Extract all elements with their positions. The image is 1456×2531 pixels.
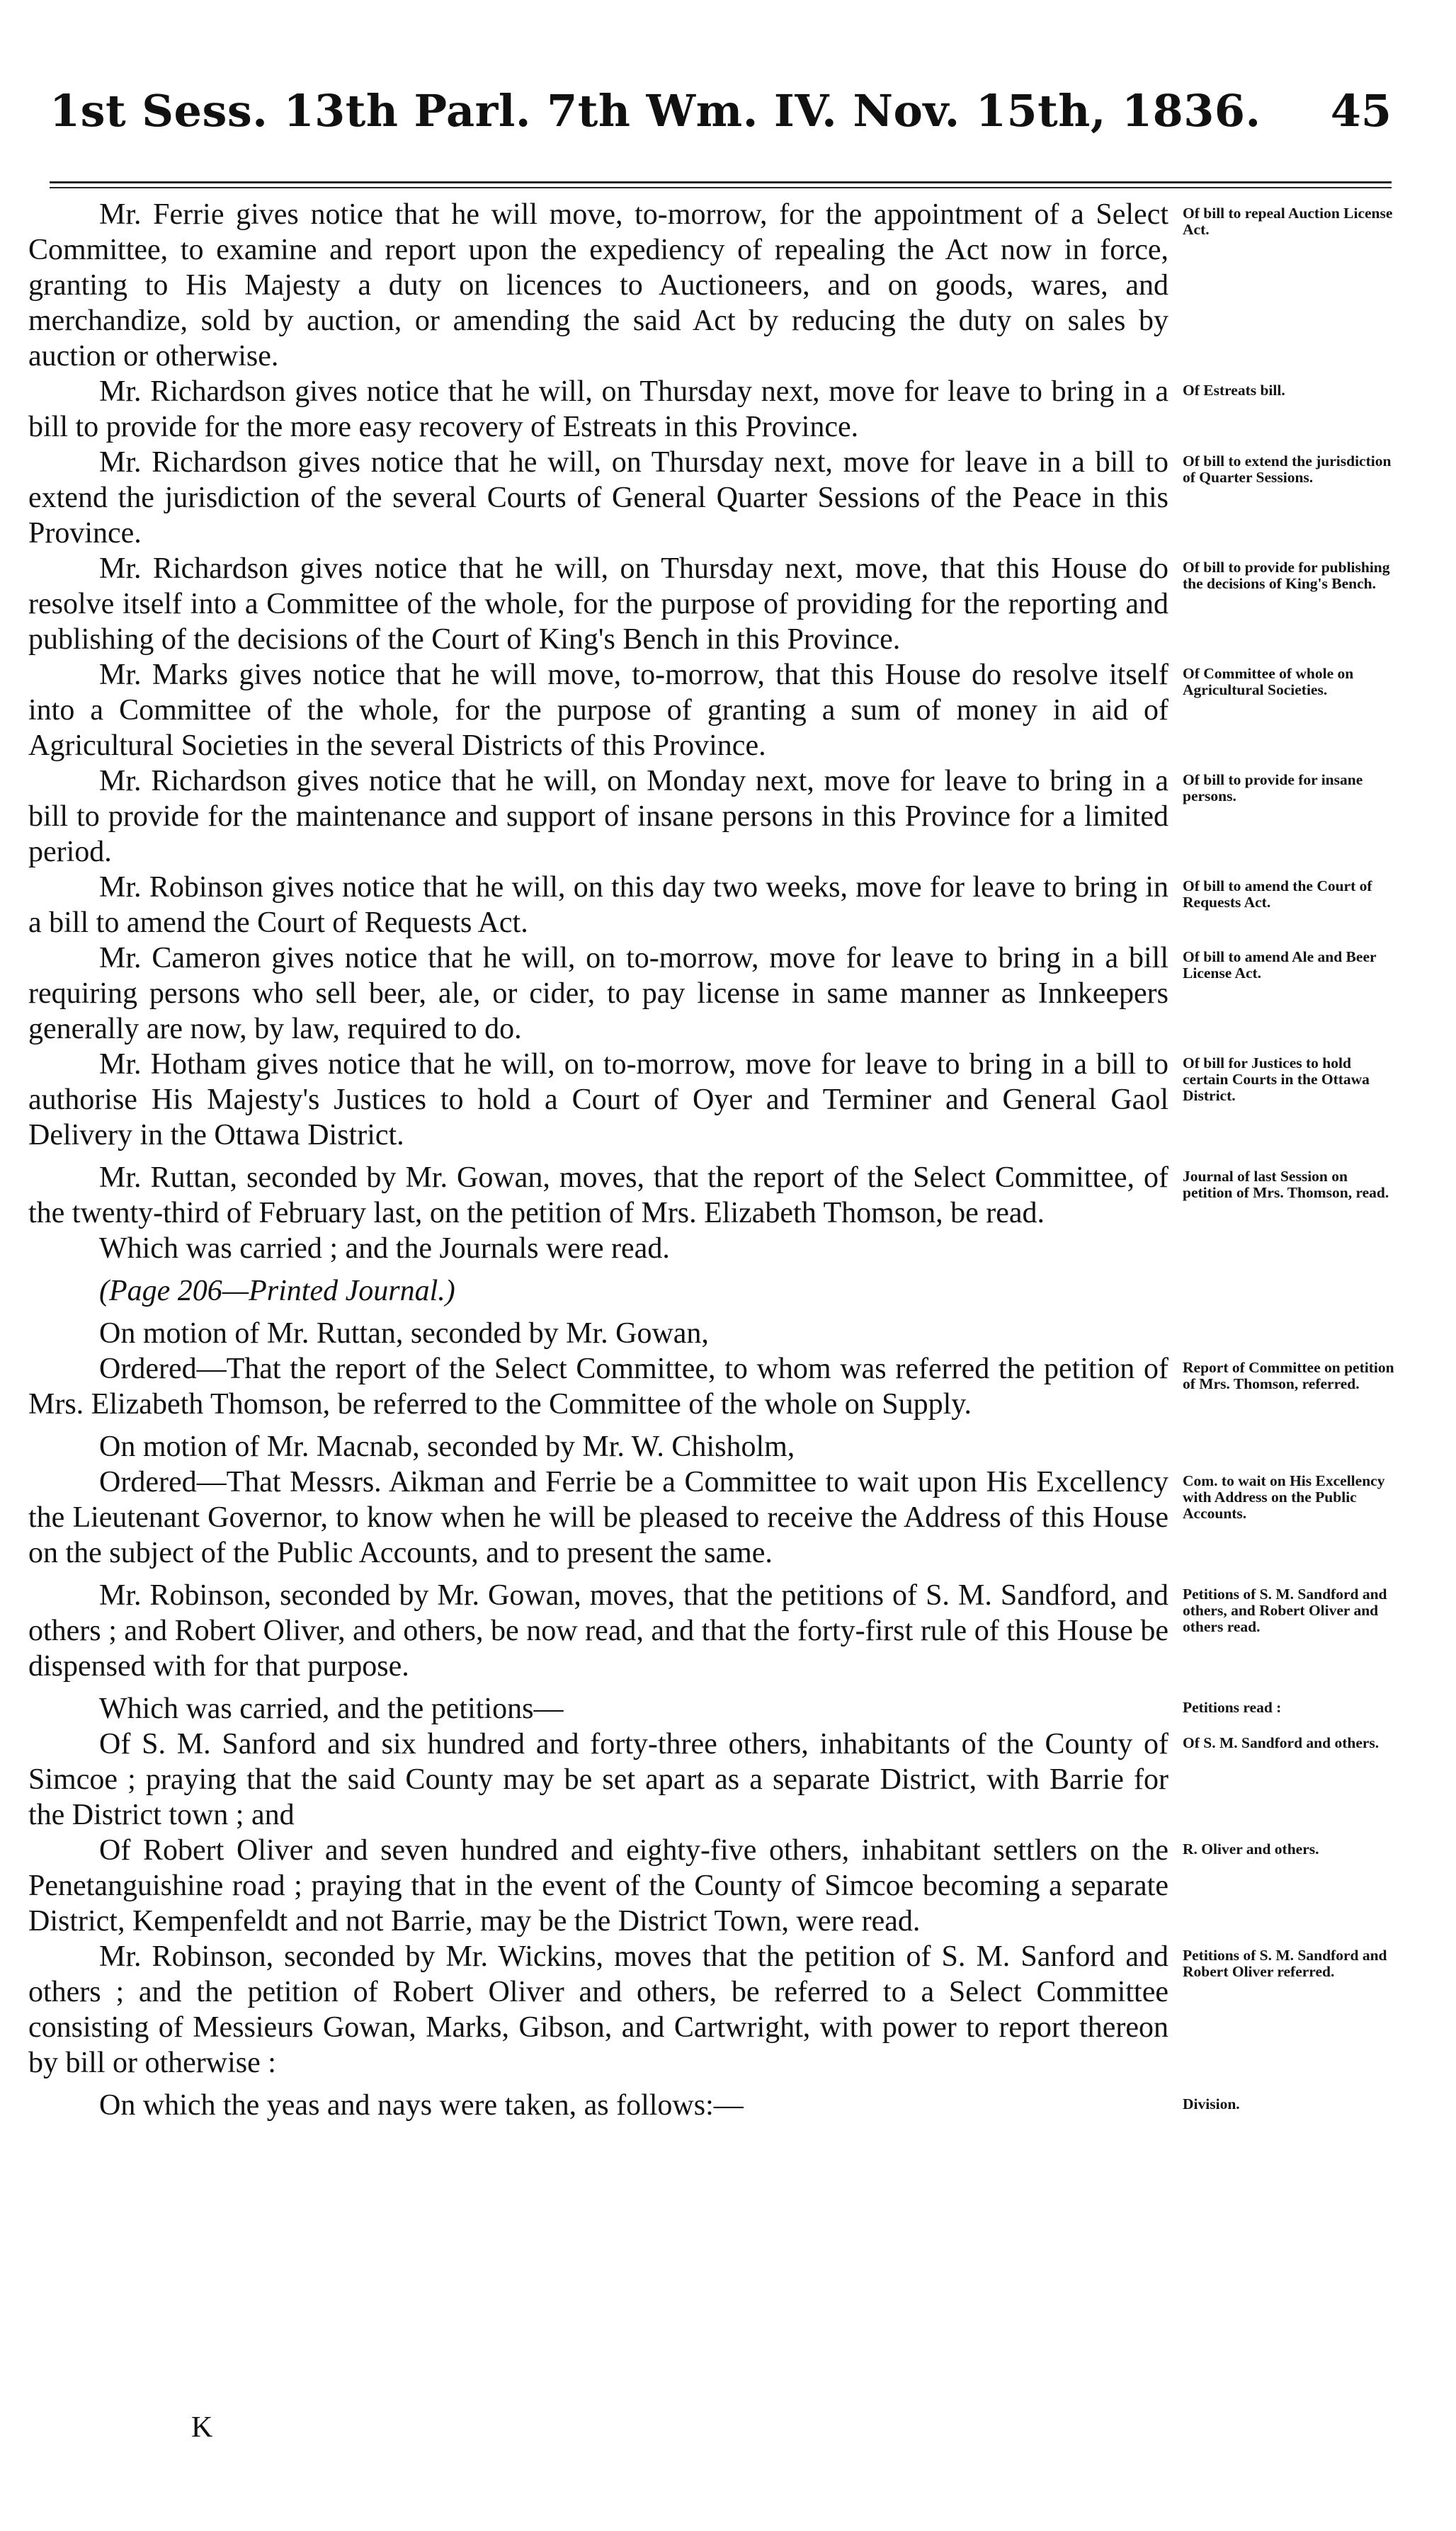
signature-mark: K xyxy=(191,2411,213,2444)
margin-note: Of bill to repeal Auction License Act. xyxy=(1183,205,1393,238)
margin-note: Of Committee of whole on Agricultural Societies. xyxy=(1183,665,1354,698)
margin-note: Petitions of S. M. Sandford and Robert Oliver referred. xyxy=(1183,1947,1387,1980)
header-title: 1st Sess. 13th Parl. 7th Wm. IV. Nov. 15th, 1836. xyxy=(50,85,1261,137)
margin-note: R. Oliver and others. xyxy=(1183,1841,1319,1858)
entry-text: Mr. Cameron gives notice that he will, on to-morrow, move for leave to bring in a bill requiring persons who sell beer, ale, or cider, to pay license in same manner as Innkeepers generally are now, by law, required to do. xyxy=(28,942,1168,1045)
margin-note: Of bill to amend the Court of Requests Act. xyxy=(1183,877,1372,911)
header-rule xyxy=(50,181,1392,183)
margin-note xyxy=(1183,1273,1395,1282)
running-header xyxy=(50,85,1392,149)
margin-note: Of bill to amend Ale and Beer License Act. xyxy=(1183,948,1377,982)
journal-entry xyxy=(28,1047,1395,1153)
journal-entry xyxy=(28,2088,1395,2123)
printed-journal-reference: (Page 206—Printed Journal.) xyxy=(99,1275,455,1307)
margin-note: Of bill for Justices to hold certain Courts in the Ottawa District. xyxy=(1183,1054,1370,1104)
entry-text: Mr. Ruttan, seconded by Mr. Gowan, moves, that the report of the Select Committee, of the twenty-third of February last, on the petition of Mrs. Elizabeth Thomson, be read. xyxy=(28,1161,1168,1229)
journal-entry xyxy=(28,374,1395,445)
journal-entries xyxy=(28,197,1395,2123)
journal-entry xyxy=(28,1939,1395,2081)
spacer xyxy=(28,1422,1395,1429)
journal-entry xyxy=(28,1578,1395,1684)
entry-text: Mr. Robinson gives notice that he will, on this day two weeks, move for leave to bring in a bill to amend the Court of Requests Act. xyxy=(28,871,1168,939)
entry-text: Mr. Richardson gives notice that he will, on Monday next, move for leave to bring in a bill to provide for the maintenance and support of insane persons in this Province for a limited period. xyxy=(28,765,1168,868)
entry-text: Mr. Ferrie gives notice that he will move, to-morrow, for the appointment of a Select Committee, to examine and report upon the expediency of repealing the Act now in force, granting to His Majesty a duty on licences to Auctioneers, and on goods, wares, and merchandize, sold by auction, or amending the said Act by reducing the duty on sales by auction or otherwise. xyxy=(28,198,1168,372)
margin-note xyxy=(1183,1231,1395,1239)
journal-entry xyxy=(28,1727,1395,1833)
entry-text: Mr. Richardson gives notice that he will, on Thursday next, move for leave in a bill to extend the jurisdiction of the several Courts of General Quarter Sessions of the Peace in this Province. xyxy=(28,446,1168,550)
entry-text: On which the yeas and nays were taken, as follows:— xyxy=(99,2089,744,2122)
entry-text: Ordered—That Messrs. Aikman and Ferrie be a Committee to wait upon His Excellency the Lieutenant Governor, to know when he will be pleased to receive the Address of this House on the subject of the Public Accounts, and to present the same. xyxy=(28,1466,1168,1569)
journal-entry xyxy=(28,445,1395,551)
journal-entry xyxy=(28,1231,1395,1266)
margin-note: Com. to wait on His Excellency with Address on the Public Accounts. xyxy=(1183,1472,1385,1522)
page-number: 45 xyxy=(1330,85,1392,137)
entry-text: Mr. Marks gives notice that he will move, to-morrow, that this House do resolve itself into a Committee of the whole, for the purpose of granting a sum of money in aid of Agricultural Societies in the several Districts of this Province. xyxy=(28,659,1168,762)
entry-text: On motion of Mr. Ruttan, seconded by Mr. Gowan, xyxy=(99,1317,709,1350)
margin-note: Petitions read : xyxy=(1183,1699,1282,1716)
journal-entry xyxy=(28,1160,1395,1231)
journal-entry xyxy=(28,870,1395,940)
journal-entry xyxy=(28,1351,1395,1422)
margin-note: Division. xyxy=(1183,2095,1240,2112)
journal-entry xyxy=(28,763,1395,870)
journal-entry xyxy=(28,1833,1395,1939)
journal-entry xyxy=(28,1273,1395,1309)
entry-text: Of Robert Oliver and seven hundred and eighty-five others, inhabitant settlers on the Penetanguishine road ; praying that in the event of the County of Simcoe becoming a separate District, Kempenfeldt and not Barrie, may be the District Town, were read. xyxy=(28,1834,1168,1938)
margin-note: Of Estreats bill. xyxy=(1183,382,1285,399)
journal-entry xyxy=(28,197,1395,374)
margin-note: Of S. M. Sandford and others. xyxy=(1183,1734,1380,1751)
header-rule xyxy=(50,187,1392,188)
margin-note: Petitions of S. M. Sandford and others, and Robert Oliver and others read. xyxy=(1183,1586,1387,1635)
margin-note: Of bill to provide for publishing the decisions of King's Bench. xyxy=(1183,559,1390,592)
entry-text: Ordered—That the report of the Select Committee, to whom was referred the petition of Mrs. Elizabeth Thomson, be referred to the Committee of the whole on Supply. xyxy=(28,1353,1168,1421)
entry-text: Which was carried ; and the Journals were read. xyxy=(99,1232,670,1265)
entry-text: Which was carried, and the petitions— xyxy=(99,1693,564,1725)
journal-entry xyxy=(28,1429,1395,1464)
spacer xyxy=(28,1684,1395,1691)
entry-text: Mr. Richardson gives notice that he will, on Thursday next, move for leave to bring in a bill to provide for the more easy recovery of Estreats in this Province. xyxy=(28,375,1168,443)
entry-text: On motion of Mr. Macnab, seconded by Mr. W. Chisholm, xyxy=(99,1431,795,1463)
entry-text: Mr. Robinson, seconded by Mr. Gowan, moves, that the petitions of S. M. Sandford, and others ; and Robert Oliver, and others, be now read, and that the forty-first rule of this House be dispensed with for that purpose. xyxy=(28,1579,1168,1683)
spacer xyxy=(28,1571,1395,1578)
entry-text: Mr. Richardson gives notice that he will, on Thursday next, move, that this House do resolve itself into a Committee of the whole, for the purpose of providing for the reporting and publishing of the decisions of the Court of King's Bench in this Province. xyxy=(28,552,1168,656)
journal-entry xyxy=(28,940,1395,1047)
entry-text: Mr. Hotham gives notice that he will, on to-morrow, move for leave to bring in a bill to authorise His Majesty's Justices to hold a Court of Oyer and Terminer and General Gaol Delivery in the Ottawa District. xyxy=(28,1048,1168,1151)
spacer xyxy=(28,1309,1395,1316)
spacer xyxy=(28,2081,1395,2088)
margin-note: Of bill to extend the jurisdiction of Quarter Sessions. xyxy=(1183,453,1392,486)
journal-entry xyxy=(28,551,1395,657)
margin-note: Report of Committee on petition of Mrs. Thomson, referred. xyxy=(1183,1359,1394,1392)
margin-note xyxy=(1183,1316,1395,1324)
spacer xyxy=(28,1153,1395,1160)
margin-note: Journal of last Session on petition of Mrs. Thomson, read. xyxy=(1183,1168,1389,1201)
entry-text: Mr. Robinson, seconded by Mr. Wickins, moves that the petition of S. M. Sanford and others ; and the petition of Robert Oliver and others, be referred to a Select Committee consisting of Messieurs Gowan, Marks, Gibson, and Cartwright, with power to report thereon by bill or otherwise : xyxy=(28,1940,1168,2079)
margin-note xyxy=(1183,1429,1395,1438)
journal-entry xyxy=(28,1464,1395,1571)
spacer xyxy=(28,1266,1395,1273)
journal-entry xyxy=(28,657,1395,763)
journal-entry xyxy=(28,1316,1395,1351)
margin-note: Of bill to provide for insane persons. xyxy=(1183,771,1363,804)
journal-entry xyxy=(28,1691,1395,1727)
entry-text: Of S. M. Sanford and six hundred and forty-three others, inhabitants of the County of Simcoe ; praying that the said County may be set apart as a separate District, with Barrie for the District town ; and xyxy=(28,1728,1168,1831)
